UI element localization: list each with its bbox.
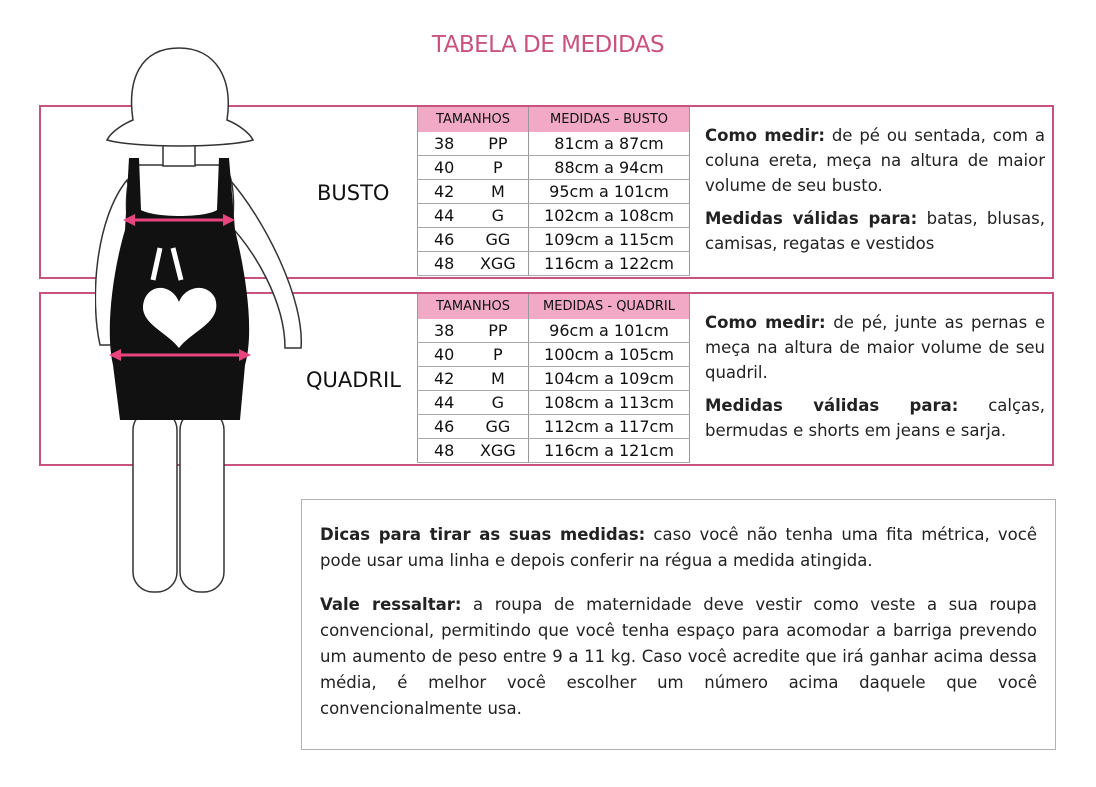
table-row xyxy=(418,228,690,252)
size-code: GG xyxy=(468,415,529,439)
size-number: 44 xyxy=(418,391,468,415)
size-number: 40 xyxy=(418,343,468,367)
tips-box xyxy=(301,499,1056,750)
valid-label: Medidas válidas para: xyxy=(705,396,959,415)
size-code: XGG xyxy=(468,439,529,463)
size-code: G xyxy=(468,204,529,228)
busto-header-measures: MEDIDAS - BUSTO xyxy=(529,107,690,132)
size-number: 42 xyxy=(418,367,468,391)
table-row xyxy=(418,367,690,391)
size-measure: 88cm a 94cm xyxy=(529,156,690,180)
table-row xyxy=(418,204,690,228)
head xyxy=(107,48,253,146)
busto-header-sizes: TAMANHOS xyxy=(418,107,529,132)
page-title: TABELA DE MEDIDAS xyxy=(431,32,665,58)
table-row xyxy=(418,180,690,204)
size-code: G xyxy=(468,391,529,415)
size-measure: 116cm a 121cm xyxy=(529,439,690,463)
table-row xyxy=(418,391,690,415)
busto-label: BUSTO xyxy=(317,181,390,205)
table-row xyxy=(418,439,690,463)
size-code: GG xyxy=(468,228,529,252)
table-row xyxy=(418,319,690,343)
size-measure: 96cm a 101cm xyxy=(529,319,690,343)
table-row xyxy=(418,132,690,156)
size-code: PP xyxy=(468,132,529,156)
size-number: 38 xyxy=(418,132,468,156)
busto-description xyxy=(705,123,1045,264)
size-measure: 112cm a 117cm xyxy=(529,415,690,439)
size-number: 42 xyxy=(418,180,468,204)
quadril-description xyxy=(705,310,1045,451)
note-text: a roupa de maternidade deve vestir como veste a sua roupa convencional, permitindo que você tenha espaço para acomodar a barriga prevendo um aumento de peso entre 9 a 11 kg. Caso você acredite que irá ganhar acima dessa média, é melhor você escolher um número acima daquele que você convencionalmente usa. xyxy=(320,595,1037,718)
body-figure-illustration xyxy=(95,40,315,600)
size-code: M xyxy=(468,180,529,204)
tip-text: caso você não tenha uma fita métrica, você pode usar uma linha e depois conferir na régua a medida atingida. xyxy=(320,525,1037,570)
size-measure: 81cm a 87cm xyxy=(529,132,690,156)
left-leg xyxy=(133,410,177,592)
how-text: de pé, junte as pernas e meça na altura de maior volume de seu quadril. xyxy=(705,313,1045,382)
quadril-header-measures: MEDIDAS - QUADRIL xyxy=(529,294,690,319)
quadril-size-table xyxy=(417,294,690,463)
size-measure: 104cm a 109cm xyxy=(529,367,690,391)
how-label: Como medir: xyxy=(705,126,825,145)
size-code: PP xyxy=(468,319,529,343)
note-label: Vale ressaltar: xyxy=(320,595,462,614)
size-number: 44 xyxy=(418,204,468,228)
valid-text: batas, blusas, camisas, regatas e vestidos xyxy=(705,209,1045,253)
table-row xyxy=(418,252,690,276)
tip-label: Dicas para tirar as suas medidas: xyxy=(320,525,646,544)
size-number: 48 xyxy=(418,439,468,463)
size-code: P xyxy=(468,343,529,367)
size-measure: 108cm a 113cm xyxy=(529,391,690,415)
quadril-label: QUADRIL xyxy=(306,368,401,392)
size-measure: 100cm a 105cm xyxy=(529,343,690,367)
size-measure: 102cm a 108cm xyxy=(529,204,690,228)
table-row xyxy=(418,156,690,180)
valid-label: Medidas válidas para: xyxy=(705,209,918,228)
right-leg xyxy=(180,410,224,592)
how-label: Como medir: xyxy=(705,313,826,332)
quadril-header-sizes: TAMANHOS xyxy=(418,294,529,319)
valid-text: calças, bermudas e shorts em jeans e sarja. xyxy=(705,396,1045,440)
size-measure: 116cm a 122cm xyxy=(529,252,690,276)
how-text: de pé ou sentada, com a coluna ereta, meça na altura de maior volume de seu busto. xyxy=(705,126,1045,195)
size-number: 46 xyxy=(418,228,468,252)
table-row xyxy=(418,343,690,367)
size-measure: 95cm a 101cm xyxy=(529,180,690,204)
size-code: P xyxy=(468,156,529,180)
size-code: M xyxy=(468,367,529,391)
size-number: 48 xyxy=(418,252,468,276)
busto-size-table xyxy=(417,107,690,276)
size-number: 38 xyxy=(418,319,468,343)
size-number: 40 xyxy=(418,156,468,180)
size-measure: 109cm a 115cm xyxy=(529,228,690,252)
size-code: XGG xyxy=(468,252,529,276)
table-row xyxy=(418,415,690,439)
size-number: 46 xyxy=(418,415,468,439)
